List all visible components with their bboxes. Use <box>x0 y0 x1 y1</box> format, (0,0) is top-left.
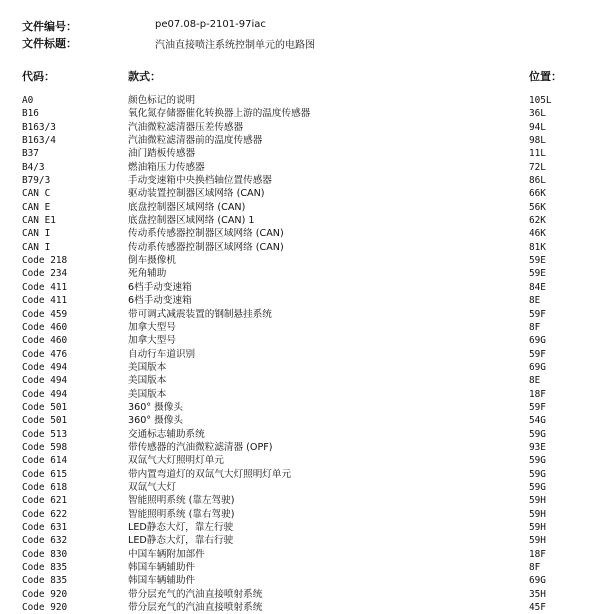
cell-description: 双氙气大灯 <box>128 481 176 493</box>
cell-position: 59G <box>529 481 546 493</box>
cell-code: Code 494 <box>22 361 68 373</box>
cell-position: 46K <box>529 228 546 240</box>
table-row <box>0 414 607 427</box>
cell-position: 18F <box>529 388 546 400</box>
cell-position: 59H <box>529 508 546 520</box>
table-row <box>0 187 607 200</box>
table-row <box>0 294 607 307</box>
cell-description: 燃油箱压力传感器 <box>128 161 205 173</box>
cell-description: 氧化氮存储器催化转换器上游的温度传感器 <box>128 108 311 120</box>
cell-description: 智能照明系统 (靠右驾驶) <box>128 508 235 520</box>
cell-position: 59G <box>529 468 546 480</box>
cell-code: Code 632 <box>22 535 68 547</box>
table-row <box>0 601 607 614</box>
cell-position: 59H <box>529 495 546 507</box>
cell-code: Code 476 <box>22 348 68 360</box>
cell-position: 59H <box>529 535 546 547</box>
cell-description: 带传感器的汽油微粒滤清器 (OPF) <box>128 441 273 453</box>
cell-position: 56K <box>529 201 546 213</box>
cell-description: 底盘控制器区域网络 (CAN) <box>128 201 246 213</box>
cell-code: CAN I <box>22 228 51 240</box>
cell-position: 8E <box>529 375 541 387</box>
table-row <box>0 214 607 227</box>
cell-code: CAN E <box>22 201 51 213</box>
cell-code: B16 <box>22 108 39 120</box>
cell-description: LED静态大灯，靠左行驶 <box>128 522 234 533</box>
table-row <box>0 454 607 467</box>
cell-description: 死角辅助 <box>128 268 167 280</box>
cell-code: B37 <box>22 148 39 160</box>
cell-description: 360° 摄像头 <box>128 401 183 413</box>
table-row <box>0 361 607 374</box>
cell-description: 智能照明系统 (靠左驾驶) <box>128 495 235 507</box>
cell-description: 带分层充气的汽油直接喷射系统 <box>128 602 263 614</box>
cell-position: 11L <box>529 148 546 160</box>
cell-position: 98L <box>529 135 546 147</box>
cell-position: 69G <box>529 335 546 347</box>
cell-description: 手动变速箱中央换档轴位置传感器 <box>128 175 272 187</box>
cell-code: Code 411 <box>22 295 68 307</box>
cell-code: Code 920 <box>22 602 68 614</box>
table-row <box>0 428 607 441</box>
cell-code: Code 835 <box>22 575 68 587</box>
cell-position: 84E <box>529 281 546 293</box>
cell-code: B79/3 <box>22 175 51 187</box>
cell-code: Code 513 <box>22 428 68 440</box>
table-row <box>0 107 607 120</box>
cell-code: Code 920 <box>22 588 68 600</box>
cell-position: 54G <box>529 415 546 427</box>
cell-position: 59H <box>529 522 546 533</box>
cell-code: Code 494 <box>22 375 68 387</box>
cell-position: 59F <box>529 401 546 413</box>
cell-description: 带内置弯道灯的双氙气大灯照明灯单元 <box>128 468 292 480</box>
cell-position: 94L <box>529 121 546 133</box>
table-row <box>0 574 607 587</box>
column-header-code: 代码： <box>22 70 55 83</box>
table-row <box>0 561 607 574</box>
cell-position: 62K <box>529 215 546 227</box>
table-row <box>0 334 607 347</box>
table-row <box>0 308 607 321</box>
cell-code: A0 <box>22 95 34 106</box>
table-row <box>0 321 607 334</box>
cell-description: 带可调式减震装置的钢制悬挂系统 <box>128 308 272 320</box>
cell-code: Code 234 <box>22 268 68 280</box>
cell-description: 360° 摄像头 <box>128 415 183 427</box>
table-row <box>0 468 607 481</box>
cell-position: 72L <box>529 161 546 173</box>
cell-description: 6档手动变速箱 <box>128 295 192 307</box>
table-row <box>0 348 607 361</box>
cell-code: Code 830 <box>22 548 68 560</box>
cell-code: Code 494 <box>22 388 68 400</box>
table-row <box>0 267 607 280</box>
cell-code: CAN C <box>22 188 51 200</box>
cell-position: 8F <box>529 562 541 574</box>
table-row <box>0 241 607 254</box>
cell-description: 加拿大型号 <box>128 335 176 347</box>
cell-position: 93E <box>529 441 546 453</box>
cell-description: LED静态大灯，靠右行驶 <box>128 535 234 547</box>
cell-description: 中国车辆附加部件 <box>128 548 205 560</box>
cell-position: 86L <box>529 175 546 187</box>
table-row <box>0 588 607 601</box>
table-row <box>0 94 607 107</box>
doc-title-label: 文件标题： <box>22 37 77 50</box>
cell-description: 传动系传感器控制器区域网络 (CAN) <box>128 241 284 253</box>
cell-code: B163/3 <box>22 121 56 133</box>
table-row <box>0 134 607 147</box>
table-row <box>0 388 607 401</box>
cell-code: Code 631 <box>22 522 68 533</box>
cell-position: 18F <box>529 548 546 560</box>
table-row <box>0 548 607 561</box>
cell-position: 105L <box>529 95 552 106</box>
cell-description: 汽油微粒滤清器压差传感器 <box>128 121 244 133</box>
cell-code: Code 460 <box>22 335 68 347</box>
cell-position: 59G <box>529 428 546 440</box>
cell-description: 自动行车道识别 <box>128 348 196 360</box>
cell-position: 45F <box>529 602 546 614</box>
cell-code: Code 218 <box>22 255 68 267</box>
cell-code: Code 621 <box>22 495 68 507</box>
cell-code: Code 459 <box>22 308 68 320</box>
cell-position: 59F <box>529 308 546 320</box>
cell-position: 59F <box>529 348 546 360</box>
table-row <box>0 494 607 507</box>
cell-position: 36L <box>529 108 546 120</box>
cell-description: 汽油微粒滤清器前的温度传感器 <box>128 135 263 147</box>
cell-code: Code 501 <box>22 415 68 427</box>
table-row <box>0 374 607 387</box>
cell-code: Code 618 <box>22 481 68 493</box>
cell-position: 69G <box>529 575 546 587</box>
cell-code: CAN I <box>22 241 51 253</box>
table-row <box>0 254 607 267</box>
cell-description: 底盘控制器区域网络 (CAN) 1 <box>128 215 255 227</box>
cell-position: 59E <box>529 255 546 267</box>
column-header-desc: 款式： <box>128 70 161 83</box>
table-row <box>0 281 607 294</box>
column-header-position: 位置： <box>529 70 562 83</box>
cell-position: 59E <box>529 268 546 280</box>
table-row <box>0 121 607 134</box>
table-row <box>0 441 607 454</box>
table-row <box>0 481 607 494</box>
cell-code: B4/3 <box>22 161 45 173</box>
cell-description: 带分层充气的汽油直接喷射系统 <box>128 588 263 600</box>
cell-description: 美国版本 <box>128 361 167 373</box>
table-row <box>0 534 607 547</box>
doc-number-label: 文件编号： <box>22 20 77 33</box>
table-row <box>0 508 607 521</box>
cell-description: 美国版本 <box>128 375 167 387</box>
cell-description: 6档手动变速箱 <box>128 281 192 293</box>
cell-position: 69G <box>529 361 546 373</box>
cell-code: Code 598 <box>22 441 68 453</box>
cell-description: 韩国车辆辅助件 <box>128 562 196 574</box>
cell-position: 8F <box>529 321 541 333</box>
cell-description: 驱动装置控制器区域网络 (CAN) <box>128 188 265 200</box>
cell-code: B163/4 <box>22 135 56 147</box>
doc-number-value: pe07.08-p-2101-97iac <box>155 19 266 30</box>
cell-description: 传动系传感器控制器区域网络 (CAN) <box>128 228 284 240</box>
cell-code: Code 615 <box>22 468 68 480</box>
cell-description: 颜色标记的说明 <box>128 95 196 106</box>
doc-title-value: 汽油直接喷注系统控制单元的电路图 <box>155 40 315 51</box>
cell-description: 双氙气大灯照明灯单元 <box>128 455 224 467</box>
cell-code: Code 835 <box>22 562 68 574</box>
cell-description: 美国版本 <box>128 388 167 400</box>
table-row <box>0 147 607 160</box>
cell-code: Code 460 <box>22 321 68 333</box>
cell-code: Code 501 <box>22 401 68 413</box>
cell-code: CAN E1 <box>22 215 56 227</box>
table-row <box>0 174 607 187</box>
table-row <box>0 521 607 534</box>
cell-code: Code 411 <box>22 281 68 293</box>
cell-code: Code 614 <box>22 455 68 467</box>
cell-position: 66K <box>529 188 546 200</box>
cell-position: 81K <box>529 241 546 253</box>
cell-description: 油门踏板传感器 <box>128 148 196 160</box>
table-row <box>0 201 607 214</box>
cell-description: 交通标志辅助系统 <box>128 428 205 440</box>
cell-position: 59G <box>529 455 546 467</box>
cell-position: 8E <box>529 295 541 307</box>
cell-description: 韩国车辆辅助件 <box>128 575 196 587</box>
cell-code: Code 622 <box>22 508 68 520</box>
cell-description: 倒车摄像机 <box>128 255 176 267</box>
table-row <box>0 161 607 174</box>
cell-position: 35H <box>529 588 546 600</box>
table-row <box>0 227 607 240</box>
table-row <box>0 401 607 414</box>
code-table <box>0 94 607 614</box>
cell-description: 加拿大型号 <box>128 321 176 333</box>
